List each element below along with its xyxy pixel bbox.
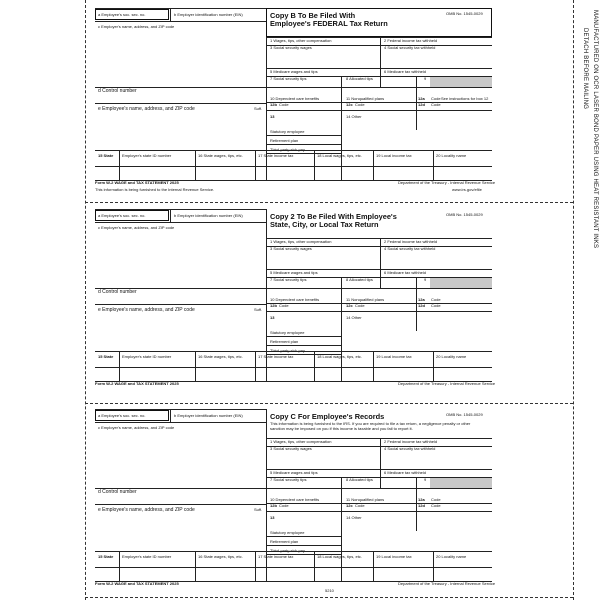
box1-label: 1 Wages, tips, other compensation [270,38,332,43]
employer-address-label: c Employer's name, address, and ZIP code [98,24,175,29]
rule-line [266,288,492,289]
rule-line [95,304,266,305]
box19-label: 19 Local income tax [376,554,412,559]
department-label: Department of the Treasury - Internal Revenue Service [398,381,496,386]
box12a-code-label: Code [431,297,441,302]
box12b-code-label: Code [279,102,289,107]
box6-label: 6 Medicare tax withheld [384,270,427,275]
box1-label: 1 Wages, tips, other compensation [270,239,332,244]
employee-ssn-label: a Employee's soc. sec. no. [98,413,146,418]
box3-label: 3 Social security wages [270,246,312,251]
rule-line [266,345,341,346]
employee-ssn-label: a Employee's soc. sec. no. [98,213,146,218]
box7-label: 7 Social security tips [270,277,307,282]
box12a-code-label: Code [431,96,441,101]
rule-line [266,246,492,247]
box17-label: 17 State income tax [258,153,294,158]
state-id-label: Employer's state ID number [122,153,172,158]
box12a-code-label: Code [431,497,441,502]
rule-line [416,87,417,130]
box12c-label: 12c [346,102,353,107]
rule-line [119,351,120,381]
box10-label: 10 Dependent care benefits [270,497,320,502]
rule-line [416,488,417,531]
box12c-code-label: Code [355,102,365,107]
rule-line [266,336,341,337]
box13-label: 13 [270,515,275,520]
box6-label: 6 Medicare tax withheld [384,69,427,74]
box12a-label: 12a [418,497,425,502]
box16-label: 16 State wages, tips, etc. [198,354,243,359]
box12c-label: 12c [346,303,353,308]
rule-line [266,110,492,111]
rule-line [170,8,171,21]
rule-line [433,551,434,581]
box18-label: 18 Local wages, tips, etc. [317,554,362,559]
rule-line [195,150,196,180]
retirement-plan-label: Retirement plan [270,539,299,544]
rule-line [266,545,341,546]
rule-line [95,166,492,167]
rule-line [95,504,266,505]
form-title: Form W-2 WAGE and TAX STATEMENT 2025 [95,180,179,185]
box12b-code-label: Code [279,503,289,508]
box9-label: 9 [424,277,427,282]
employee-ssn-label: a Employee's soc. sec. no. [98,12,146,17]
rule-line [195,551,196,581]
box7-label: 7 Social security tips [270,477,307,482]
copy-title: Copy C For Employee's Records [270,412,385,421]
department-label: Department of the Treasury - Internal Revenue Service [398,581,496,586]
box12a-label: 12a [418,96,425,101]
box12b-label: 12b [270,503,277,508]
rule-line [95,222,266,223]
box2-label: 2 Federal income tax withheld [384,239,438,244]
rule-line [95,103,266,104]
box12d-code-label: Code [431,303,441,308]
suffix-label: Suff. [254,507,263,512]
box11-label: 11 Nonqualified plans [346,297,385,302]
box13-label: 13 [270,315,275,320]
rule-line [266,511,492,512]
box14-label: 14 Other [346,315,362,320]
box12c-code-label: Code [355,303,365,308]
rule-line [416,477,417,488]
employee-name-label: e Employee's name, address, and ZIP code [98,507,195,513]
rule-line [341,76,342,87]
box12d-label: 12d [418,303,425,308]
box10-label: 10 Dependent care benefits [270,96,320,101]
box12d-code-label: Code [431,102,441,107]
box20-label: 20 Locality name [436,354,467,359]
detach-notice: DETACH BEFORE MAILING [582,28,588,110]
box12b-code-label: Code [279,303,289,308]
third-party-sick-pay-label: Third-party sick pay [270,548,305,553]
employee-name-label: e Employee's name, address, and ZIP code [98,307,195,313]
retirement-plan-label: Retirement plan [270,339,299,344]
rule-line [373,551,374,581]
box15-label: 15 State [98,153,114,158]
rule-line [255,551,256,581]
rule-line [95,367,492,368]
rule-line [170,209,171,222]
rule-line [266,488,492,489]
box2-label: 2 Federal income tax withheld [384,439,438,444]
retirement-plan-label: Retirement plan [270,138,299,143]
box19-label: 19 Local income tax [376,354,412,359]
rule-line [95,567,492,568]
form-title: Form W-2 WAGE and TAX STATEMENT 2025 [95,581,179,586]
copy-title: Copy 2 To Be Filed With Employee's [270,212,397,221]
copy-subtitle: Employee's FEDERAL Tax Return [270,19,388,28]
rule-line [266,102,492,103]
box12c-code-label: Code [355,503,365,508]
box4-label: 4 Social security tax withheld [384,446,436,451]
rule-line [266,446,492,447]
rule-line [266,303,492,304]
rule-line [266,144,341,145]
copy-subtitle: State, City, or Local Tax Return [270,220,379,229]
rule-line [119,551,120,581]
rule-line [416,76,417,87]
rule-line [266,135,341,136]
box9-shaded [430,77,492,87]
rule-line [341,277,342,288]
box12b-label: 12b [270,303,277,308]
box8-label: 8 Allocated tips [346,76,373,81]
employee-name-label: e Employee's name, address, and ZIP code [98,106,195,112]
box19-label: 19 Local income tax [376,153,412,158]
statutory-employee-label: Statutory employee [270,129,305,134]
rule-line [373,351,374,381]
rule-line [314,150,315,180]
rule-line [266,87,492,88]
rule-line [433,150,434,180]
box3-label: 3 Social security wages [270,446,312,451]
copy-title: Copy B To Be Filed With [270,11,356,20]
form-title: Form W-2 WAGE and TAX STATEMENT 2025 [95,381,179,386]
rule-line [255,351,256,381]
box14-label: 14 Other [346,114,362,119]
third-party-sick-pay-label: Third-party sick pay [270,147,305,152]
rule-line [314,351,315,381]
box12b-label: 12b [270,102,277,107]
rule-line [255,150,256,180]
omb-number: OMB No. 1545-0029 [446,11,483,16]
right-perforation [573,0,574,600]
rule-line [119,150,120,180]
control-number-label: d Control number [98,88,137,94]
box9-shaded [430,478,492,488]
copy-perforation [85,403,573,404]
box12d-label: 12d [418,503,425,508]
box5-label: 5 Medicare wages and tips [270,69,318,74]
box5-label: 5 Medicare wages and tips [270,270,318,275]
box4-label: 4 Social security tax withheld [384,246,436,251]
box8-label: 8 Allocated tips [346,477,373,482]
control-number-label: d Control number [98,289,137,295]
box11-label: 11 Nonqualified plans [346,497,385,502]
box17-label: 17 State income tax [258,354,294,359]
box11-label: 11 Nonqualified plans [346,96,385,101]
state-id-label: Employer's state ID number [122,554,172,559]
box20-label: 20 Locality name [436,554,467,559]
box15-label: 15 State [98,354,114,359]
third-party-sick-pay-label: Third-party sick pay [270,348,305,353]
box12d-code-label: Code [431,503,441,508]
box3-label: 3 Social security wages [270,45,312,50]
rule-line [266,536,341,537]
rule-line [433,351,434,381]
omb-number: OMB No. 1545-0029 [446,412,483,417]
control-number-label: d Control number [98,489,137,495]
box12c-label: 12c [346,503,353,508]
department-label: Department of the Treasury - Internal Revenue Service [398,180,496,185]
employer-address-label: c Employer's name, address, and ZIP code [98,425,175,430]
box12d-label: 12d [418,102,425,107]
rule-line [266,503,492,504]
ein-label: b Employer identification number (EIN) [174,213,243,218]
rule-line [266,45,492,46]
box20-label: 20 Locality name [436,153,467,158]
ein-label: b Employer identification number (EIN) [174,413,243,418]
box6-label: 6 Medicare tax withheld [384,470,427,475]
footer-note: This information is being furnished to the Internal Revenue Service. [95,187,215,192]
box12a-label: 12a [418,297,425,302]
box13-label: 13 [270,114,275,119]
box15-label: 15 State [98,554,114,559]
box14-label: 14 Other [346,515,362,520]
footer-link: www.irs.gov/efile [452,187,482,192]
box1-label: 1 Wages, tips, other compensation [270,439,332,444]
rule-line [266,311,492,312]
bottom-perforation [85,597,573,598]
suffix-label: Suff. [254,106,263,111]
rule-line [341,477,342,488]
rule-line [416,277,417,288]
box5-label: 5 Medicare wages and tips [270,470,318,475]
paper-notice: MANUFACTURED ON OCR LASER BOND PAPER USING HEAT RESISTANT INKS [592,10,598,249]
rule-line [314,551,315,581]
box16-label: 16 State wages, tips, etc. [198,153,243,158]
box17-label: 17 State income tax [258,554,294,559]
box9-label: 9 [424,477,427,482]
copy-notice: This information is being furnished to the IRS. If you are required to file a tax return, a negligence penalty or other sanction may be imposed on you if this income is taxable and you fail to report it. [270,421,471,431]
box9-shaded [430,278,492,288]
rule-line [170,409,171,422]
box18-label: 18 Local wages, tips, etc. [317,153,362,158]
omb-number: OMB No. 1545-0029 [446,212,483,217]
suffix-label: Suff. [254,307,263,312]
box4-label: 4 Social security tax withheld [384,45,436,50]
state-id-label: Employer's state ID number [122,354,172,359]
rule-line [95,422,266,423]
employer-address-label: c Employer's name, address, and ZIP code [98,225,175,230]
statutory-employee-label: Statutory employee [270,530,305,535]
box7-label: 7 Social security tips [270,76,307,81]
box16-label: 16 State wages, tips, etc. [198,554,243,559]
copy-perforation [85,202,573,203]
box2-label: 2 Federal income tax withheld [384,38,438,43]
box8-label: 8 Allocated tips [346,277,373,282]
rule-line [95,21,266,22]
box9-label: 9 [424,76,427,81]
ein-label: b Employer identification number (EIN) [174,12,243,17]
rule-line [373,150,374,180]
box18-label: 18 Local wages, tips, etc. [317,354,362,359]
rule-line [195,351,196,381]
form-code: 5210 [325,588,334,593]
rule-line [416,288,417,331]
box12-instructions: See instructions for box 12 [441,96,489,101]
box10-label: 10 Dependent care benefits [270,297,320,302]
statutory-employee-label: Statutory employee [270,330,305,335]
left-perforation [85,0,86,600]
